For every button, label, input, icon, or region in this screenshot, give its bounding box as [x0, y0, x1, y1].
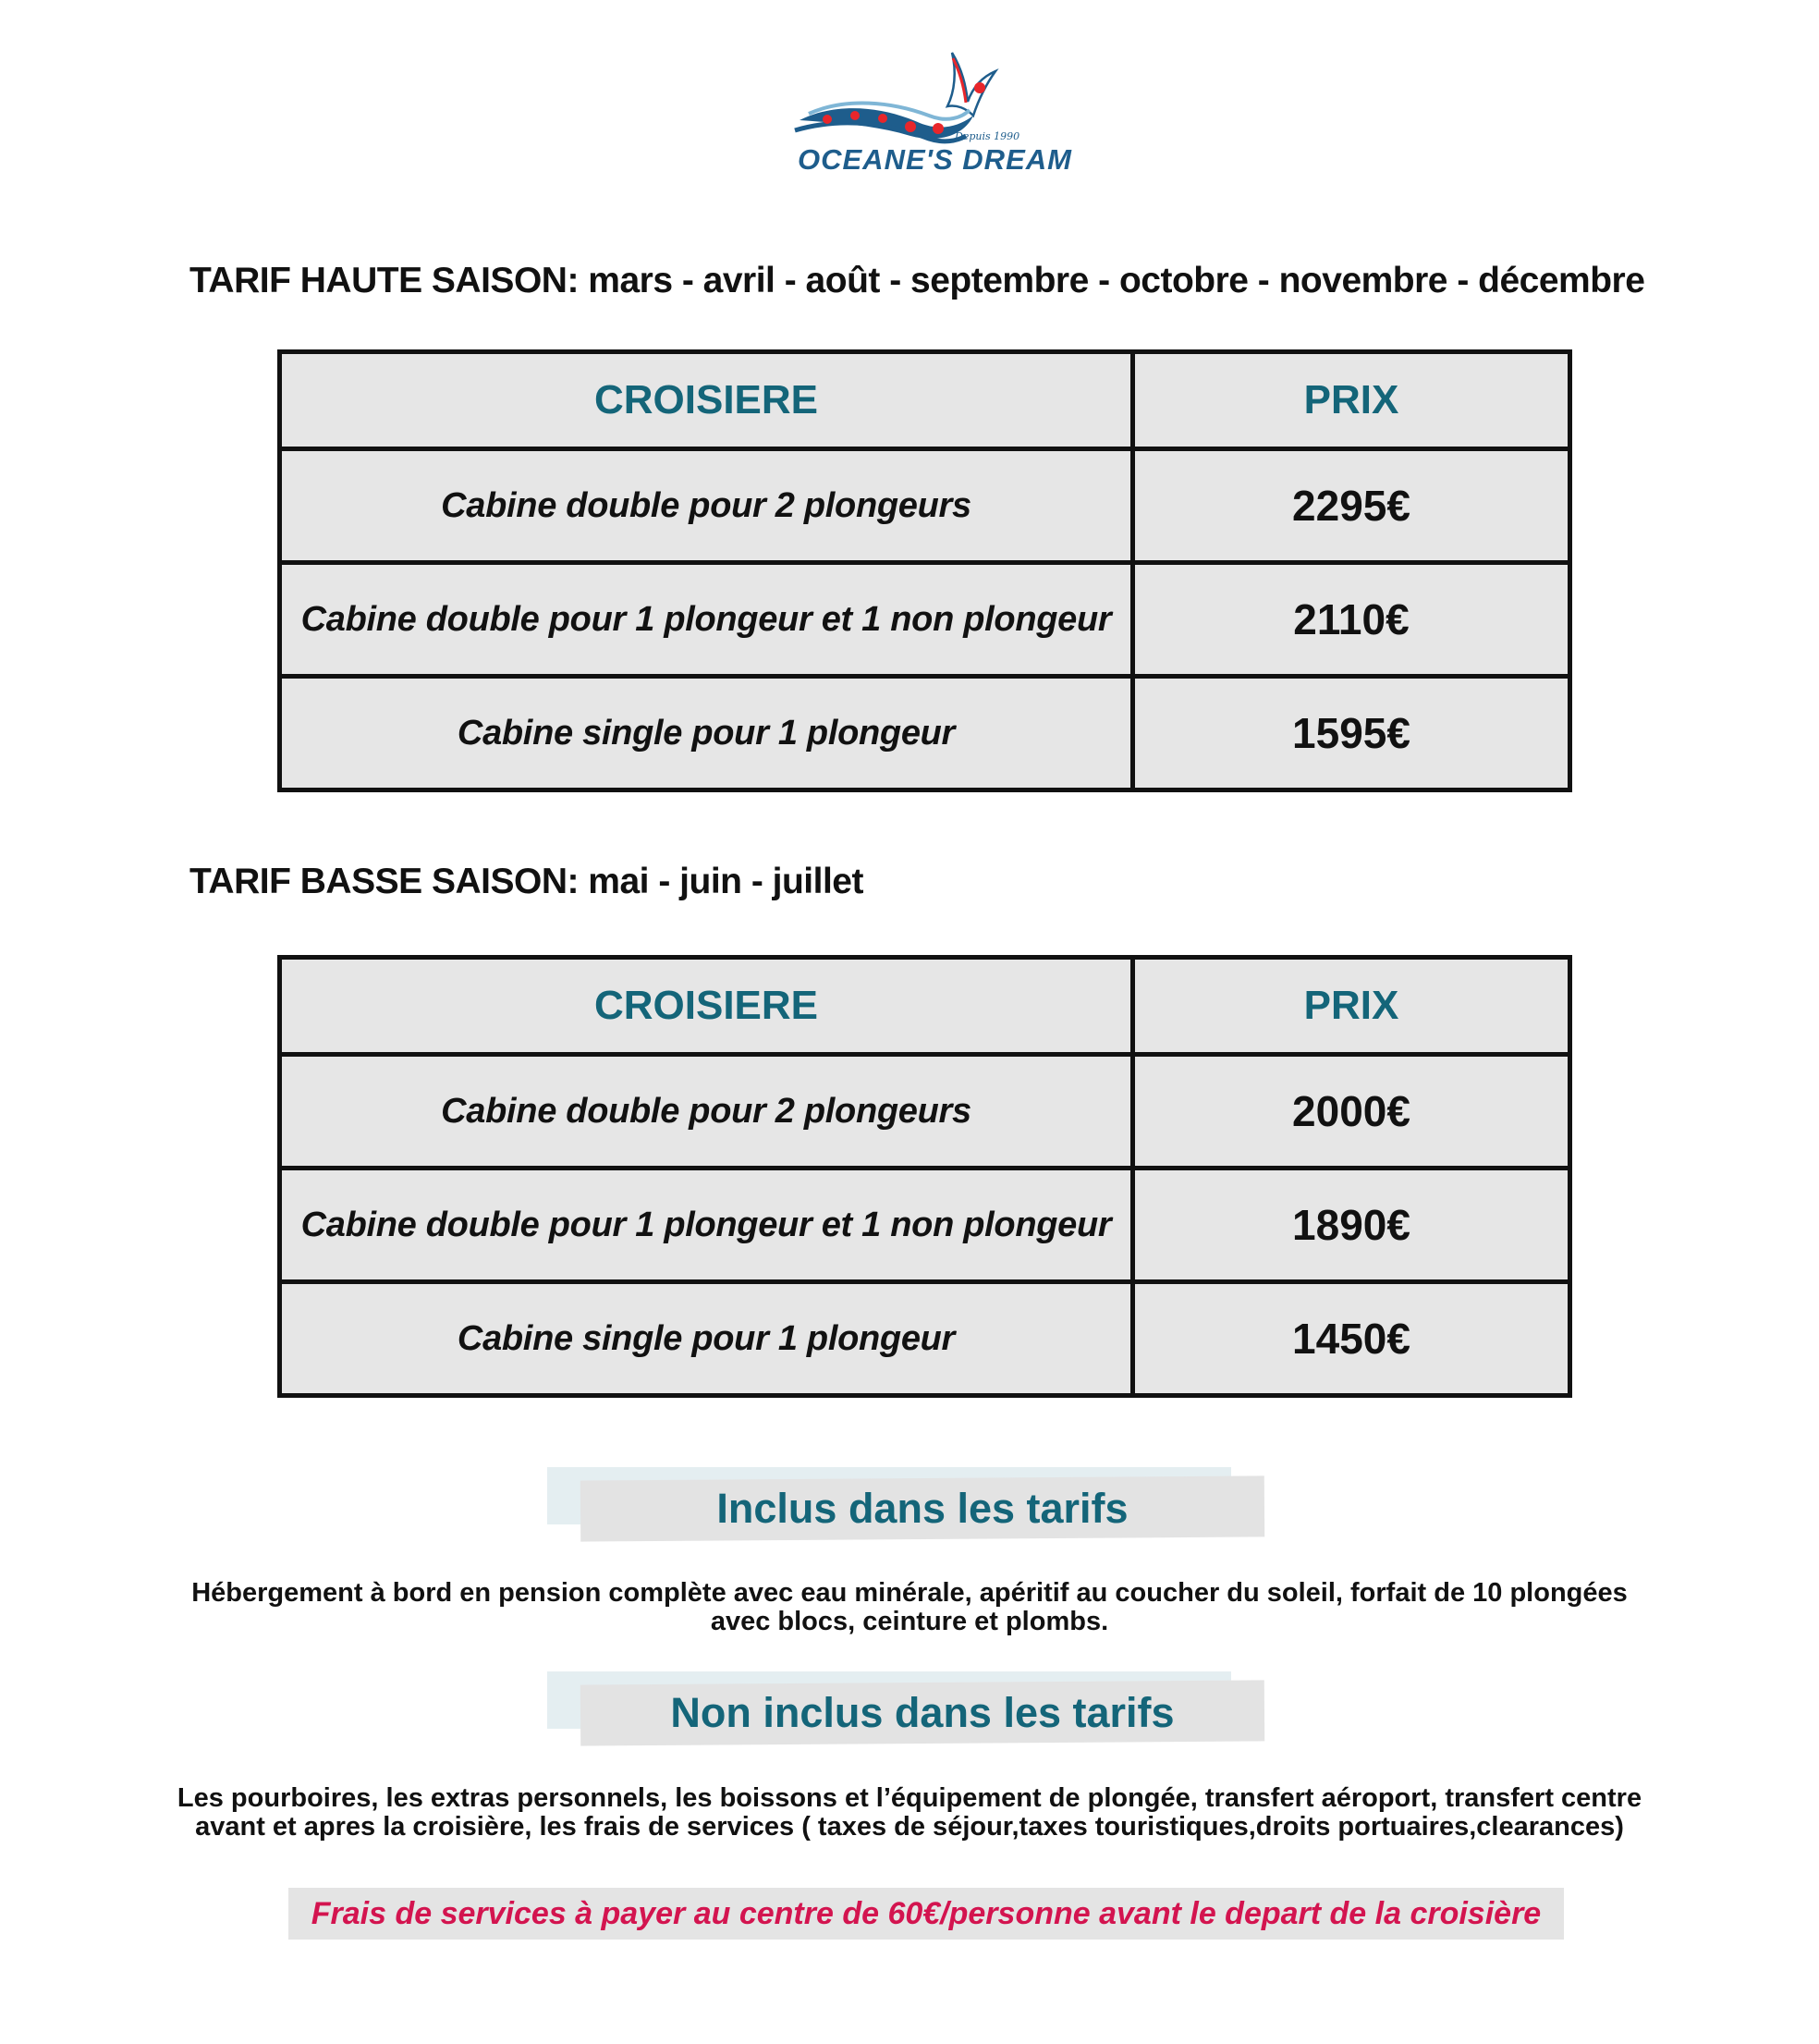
cabin-label: Cabine double pour 1 plongeur et 1 non plongeur [280, 1169, 1133, 1282]
not-included-line-2: avant et apres la croisière, les frais de services ( taxes de séjour,taxes touristiques,droits portuaires,clearances) [195, 1812, 1624, 1842]
table-row [280, 1169, 1570, 1282]
column-header-cruise: CROISIERE [280, 958, 1133, 1055]
table-row [280, 449, 1570, 563]
logo-tagline: Depuis 1990 [955, 130, 1020, 142]
high-season-table [277, 349, 1572, 792]
cabin-price: 1890€ [1133, 1169, 1570, 1282]
cabin-label: Cabine single pour 1 plongeur [280, 1282, 1133, 1396]
cabin-label: Cabine double pour 2 plongeurs [280, 449, 1133, 563]
cabin-label: Cabine double pour 2 plongeurs [280, 1055, 1133, 1169]
table-row [280, 1055, 1570, 1169]
service-fees-note [288, 1888, 1564, 1940]
included-line-2: avec blocs, ceinture et plombs. [710, 1607, 1109, 1636]
logo [790, 51, 1072, 190]
low-season-heading [189, 862, 863, 902]
table-header-row [280, 352, 1570, 449]
column-header-price: PRIX [1133, 958, 1570, 1055]
low-season-months: mai - juin - juillet [578, 862, 863, 901]
included-text [139, 1579, 1680, 1636]
table-row [280, 1282, 1570, 1396]
not-included-text [139, 1784, 1680, 1842]
not-included-title: Non inclus dans les tarifs [670, 1689, 1175, 1736]
table-header-row [280, 958, 1570, 1055]
cabin-price: 1450€ [1133, 1282, 1570, 1396]
cabin-price: 2000€ [1133, 1055, 1570, 1169]
included-title: Inclus dans les tarifs [716, 1485, 1129, 1532]
low-season-label: TARIF BASSE SAISON: [189, 862, 579, 901]
cabin-price: 2110€ [1133, 563, 1570, 677]
column-header-price: PRIX [1133, 352, 1570, 449]
not-included-line-1: Les pourboires, les extras personnels, les boissons et l’équipement de plongée, transfert aéroport, transfert centre [177, 1783, 1642, 1813]
logo-wordmark: OCEANE'S DREAM [798, 143, 1072, 176]
cabin-label: Cabine double pour 1 plongeur et 1 non plongeur [280, 563, 1133, 677]
cabin-label: Cabine single pour 1 plongeur [280, 677, 1133, 790]
column-header-cruise: CROISIERE [280, 352, 1133, 449]
high-season-heading [189, 261, 1644, 301]
included-line-1: Hébergement à bord en pension complète avec eau minérale, apéritif au coucher du soleil, forfait de 10 plongées [191, 1578, 1628, 1608]
high-season-months: mars - avril - août - septembre - octobre - novembre - décembre [578, 261, 1645, 300]
table-row [280, 677, 1570, 790]
high-season-label: TARIF HAUTE SAISON: [189, 261, 579, 300]
cabin-price: 2295€ [1133, 449, 1570, 563]
service-fees-text: Frais de services à payer au centre de 60€/personne avant le depart de la croisière [311, 1896, 1542, 1931]
cabin-price: 1595€ [1133, 677, 1570, 790]
table-row [280, 563, 1570, 677]
low-season-table [277, 955, 1572, 1398]
